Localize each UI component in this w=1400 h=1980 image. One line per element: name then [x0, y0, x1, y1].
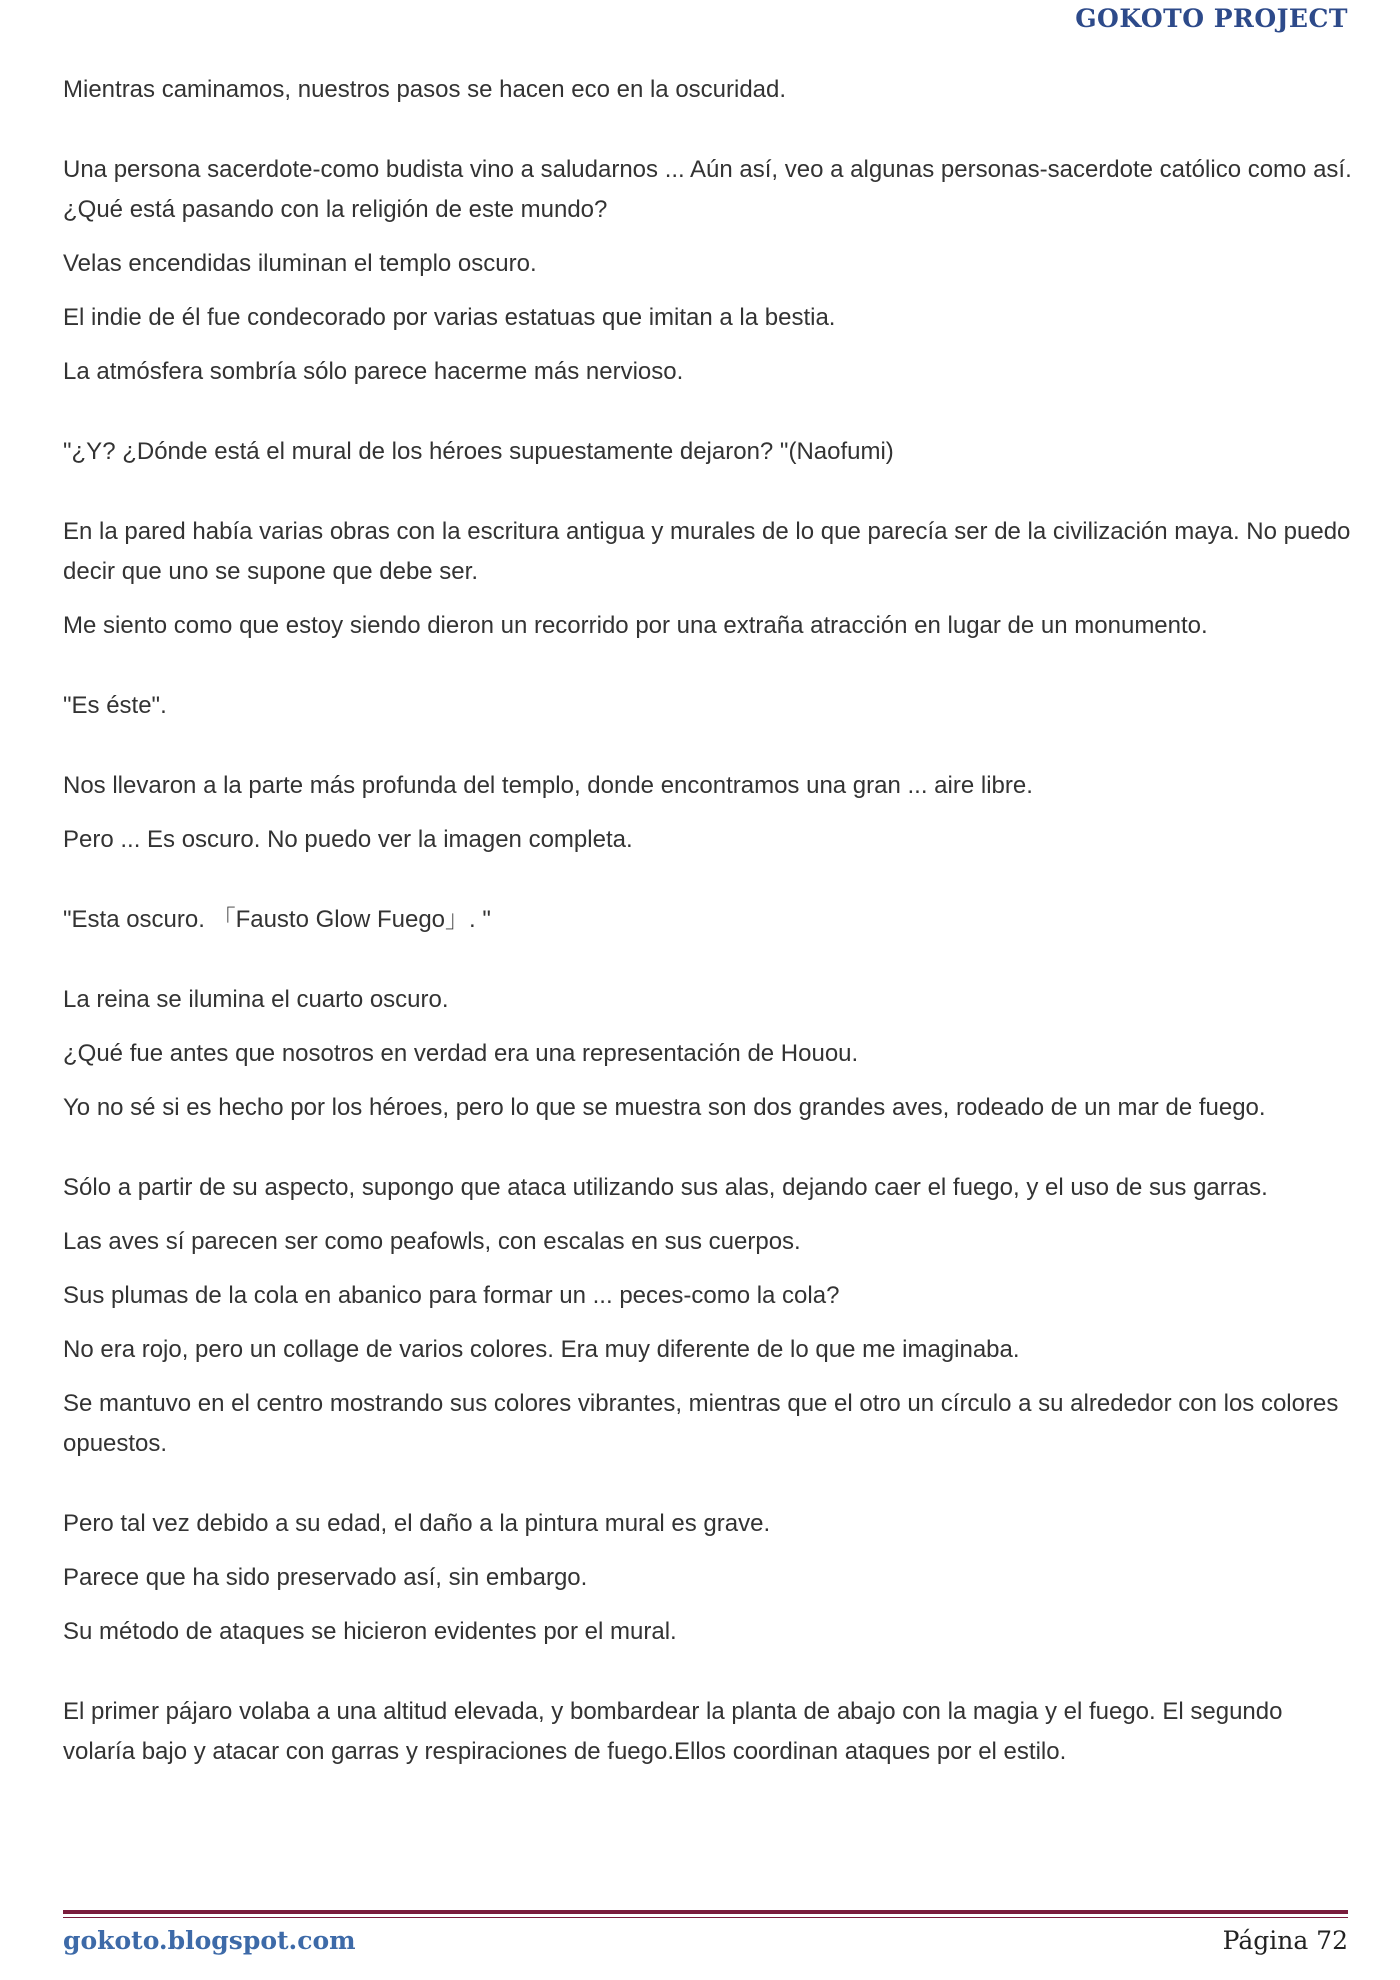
paragraph-10: Nos llevaron a la parte más profunda del templo, donde encontramos una gran ... aire libre.: [63, 772, 1033, 799]
paragraph-11: Pero ... Es oscuro. No puedo ver la imagen completa.: [63, 826, 633, 853]
paragraph-8: Me siento como que estoy siendo dieron un recorrido por una extraña atracción en lugar de un monumento.: [63, 612, 1208, 639]
paragraph-20: Se mantuvo en el centro mostrando sus colores vibrantes, mientras que el otro un círculo a su alrededor con los colores opuestos.: [63, 1390, 1339, 1457]
document-body: [63, 70, 1353, 1786]
paragraph-7: En la pared había varias obras con la escritura antigua y murales de lo que parecía ser de la civilización maya. No puedo decir que uno se supone que debe ser.: [63, 518, 1351, 585]
footer-divider-thin: [63, 1917, 1348, 1918]
paragraph-16: Sólo a partir de su aspecto, supongo que ataca utilizando sus alas, dejando caer el fuego, y el uso de sus garras.: [63, 1174, 1268, 1201]
paragraph-5: La atmósfera sombría sólo parece hacerme más nervioso.: [63, 358, 684, 385]
paragraph-14: ¿Qué fue antes que nosotros en verdad era una representación de Houou.: [63, 1040, 859, 1067]
paragraph-6: "¿Y? ¿Dónde está el mural de los héroes supuestamente dejaron? "(Naofumi): [63, 438, 894, 465]
paragraph-17: Las aves sí parecen ser como peafowls, con escalas en sus cuerpos.: [63, 1228, 801, 1255]
paragraph-23: Su método de ataques se hicieron evidentes por el mural.: [63, 1618, 677, 1645]
paragraph-13: La reina se ilumina el cuarto oscuro.: [63, 986, 449, 1013]
footer-divider: [63, 1910, 1348, 1914]
paragraph-12: "Esta oscuro. 「Fausto Glow Fuego」. ": [63, 906, 491, 933]
paragraph-22: Parece que ha sido preservado así, sin embargo.: [63, 1564, 588, 1591]
footer-page-number: Página 72: [1222, 1926, 1348, 1955]
paragraph-1: Mientras caminamos, nuestros pasos se hacen eco en la oscuridad.: [63, 76, 787, 103]
header-brand-logo: GOKOTO PROJECT: [1075, 4, 1348, 33]
paragraph-4: El indie de él fue condecorado por varias estatuas que imitan a la bestia.: [63, 304, 836, 331]
paragraph-19: No era rojo, pero un collage de varios colores. Era muy diferente de lo que me imaginaba.: [63, 1336, 1020, 1363]
footer-blog-link[interactable]: gokoto.blogspot.com: [63, 1926, 356, 1955]
paragraph-3: Velas encendidas iluminan el templo oscuro.: [63, 250, 537, 277]
paragraph-2: Una persona sacerdote-como budista vino a saludarnos ... Aún así, veo a algunas personas-sacerdote católico como así. ¿Qué está pasando con la religión de este mundo?: [63, 156, 1352, 223]
paragraph-18: Sus plumas de la cola en abanico para formar un ... peces-como la cola?: [63, 1282, 840, 1309]
paragraph-21: Pero tal vez debido a su edad, el daño a la pintura mural es grave.: [63, 1510, 771, 1537]
paragraph-24: El primer pájaro volaba a una altitud elevada, y bombardear la planta de abajo con la magia y el fuego. El segundo volaría bajo y atacar con garras y respiraciones de fuego.Ellos coordinan ataques por el estilo.: [63, 1698, 1283, 1765]
paragraph-15: Yo no sé si es hecho por los héroes, pero lo que se muestra son dos grandes aves, rodeado de un mar de fuego.: [63, 1094, 1266, 1121]
paragraph-9: "Es éste".: [63, 692, 167, 719]
